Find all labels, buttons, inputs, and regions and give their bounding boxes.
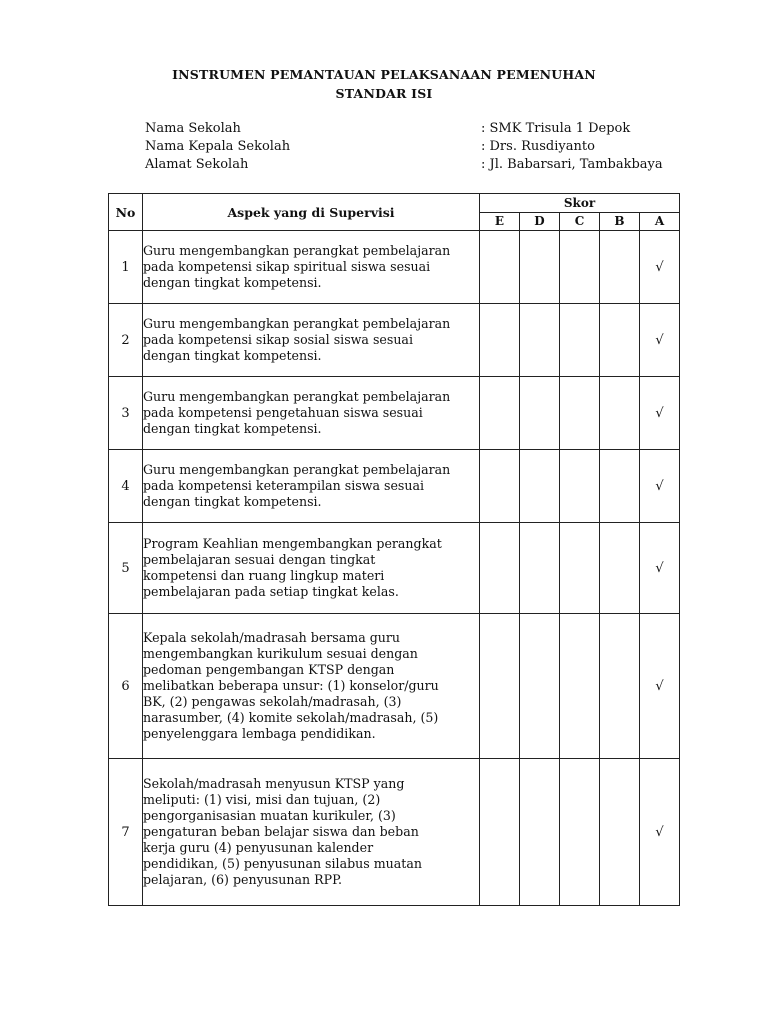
row-number: 2 [109,304,143,377]
table-row [109,377,680,450]
aspect-cell [143,759,480,906]
score-cell-b [600,759,640,906]
school-info [145,120,705,174]
score-cell-c [560,759,600,906]
aspect-line: Program Keahlian mengembangkan perangkat [143,536,442,551]
grade-header-e: E [480,212,520,231]
score-check-a: √ [640,450,680,523]
aspect-line: pedoman pengembangan KTSP dengan [143,662,395,677]
score-cell-c [560,304,600,377]
aspect-line: pada kompetensi sikap spiritual siswa sesuai [143,259,431,274]
score-cell-c [560,614,600,759]
info-value: : Drs. Rusdiyanto [481,139,595,154]
table-row [109,759,680,906]
score-cell-d [520,614,560,759]
info-value: : SMK Trisula 1 Depok [481,121,631,136]
score-cell-c [560,377,600,450]
header-skor: Skor [480,194,680,213]
score-cell-e [480,450,520,523]
row-number: 4 [109,450,143,523]
score-cell-e [480,377,520,450]
aspect-line: pada kompetensi sikap sosial siswa sesuai [143,332,413,347]
aspect-line: pembelajaran sesuai dengan tingkat [143,552,376,567]
score-cell-d [520,450,560,523]
score-check-a: √ [640,523,680,614]
score-check-a: √ [640,377,680,450]
score-cell-e [480,231,520,304]
aspect-line: pelajaran, (6) penyusunan RPP. [143,872,342,887]
score-cell-d [520,377,560,450]
score-cell-e [480,304,520,377]
score-cell-b [600,377,640,450]
score-cell-c [560,450,600,523]
aspect-line: Guru mengembangkan perangkat pembelajaran [143,243,451,258]
aspect-line: pada kompetensi keterampilan siswa sesuai [143,478,425,493]
aspect-cell [143,523,480,614]
table-row [109,304,680,377]
info-label: Nama Kepala Sekolah [145,139,291,154]
score-cell-d [520,231,560,304]
score-cell-b [600,523,640,614]
score-check-a: √ [640,231,680,304]
aspect-cell [143,377,480,450]
table-row [109,523,680,614]
grade-header-b: B [600,212,640,231]
score-cell-b [600,614,640,759]
info-label: Nama Sekolah [145,121,241,136]
score-cell-e [480,523,520,614]
score-cell-d [520,523,560,614]
aspect-line: pendidikan, (5) penyusunan silabus muatan [143,856,422,871]
row-number: 6 [109,614,143,759]
score-cell-d [520,759,560,906]
grade-header-c: C [560,212,600,231]
aspect-cell [143,231,480,304]
score-cell-c [560,231,600,304]
document-title-line-2: STANDAR ISI [335,86,433,101]
aspect-line: Guru mengembangkan perangkat pembelajaran [143,389,451,404]
aspect-line: dengan tingkat kompetensi. [143,421,322,436]
aspect-line: pada kompetensi pengetahuan siswa sesuai [143,405,423,420]
row-number: 5 [109,523,143,614]
aspect-line: pengaturan beban belajar siswa dan beban [143,824,419,839]
table-row [109,614,680,759]
aspect-line: Kepala sekolah/madrasah bersama guru [143,630,401,645]
table-row [109,231,680,304]
info-value: : Jl. Babarsari, Tambakbaya [481,157,663,172]
aspect-cell [143,614,480,759]
info-row-school-name [145,120,705,138]
aspect-line: kerja guru (4) penyusunan kalender [143,840,374,855]
score-cell-b [600,304,640,377]
aspect-line: Guru mengembangkan perangkat pembelajaran [143,462,451,477]
info-label: Alamat Sekolah [145,157,249,172]
score-cell-b [600,231,640,304]
aspect-line: BK, (2) pengawas sekolah/madrasah, (3) [143,694,402,709]
info-row-principal [145,138,705,156]
row-number: 7 [109,759,143,906]
aspect-line: dengan tingkat kompetensi. [143,275,322,290]
grade-header-a: A [640,212,680,231]
table-row [109,450,680,523]
row-number: 3 [109,377,143,450]
aspect-line: dengan tingkat kompetensi. [143,494,322,509]
score-check-a: √ [640,614,680,759]
grade-header-d: D [520,212,560,231]
score-cell-d [520,304,560,377]
aspect-line: Guru mengembangkan perangkat pembelajaran [143,316,451,331]
supervision-table [108,193,680,906]
score-check-a: √ [640,759,680,906]
header-no: No [109,194,143,231]
aspect-line: melibatkan beberapa unsur: (1) konselor/guru [143,678,439,693]
score-cell-c [560,523,600,614]
aspect-line: meliputi: (1) visi, misi dan tujuan, (2) [143,792,381,807]
aspect-line: dengan tingkat kompetensi. [143,348,322,363]
aspect-line: kompetensi dan ruang lingkup materi [143,568,385,583]
score-cell-b [600,450,640,523]
aspect-line: pembelajaran pada setiap tingkat kelas. [143,584,399,599]
aspect-line: pengorganisasian muatan kurikuler, (3) [143,808,396,823]
score-cell-e [480,759,520,906]
row-number: 1 [109,231,143,304]
score-check-a: √ [640,304,680,377]
score-cell-e [480,614,520,759]
info-row-address [145,156,705,174]
aspect-line: Sekolah/madrasah menyusun KTSP yang [143,776,405,791]
aspect-line: penyelenggara lembaga pendidikan. [143,726,376,741]
aspect-cell [143,450,480,523]
document-title-line-1: INSTRUMEN PEMANTAUAN PELAKSANAAN PEMENUHAN [172,67,596,82]
aspect-line: narasumber, (4) komite sekolah/madrasah, (5) [143,710,439,725]
aspect-cell [143,304,480,377]
aspect-line: mengembangkan kurikulum sesuai dengan [143,646,418,661]
header-aspect: Aspek yang di Supervisi [143,194,480,231]
